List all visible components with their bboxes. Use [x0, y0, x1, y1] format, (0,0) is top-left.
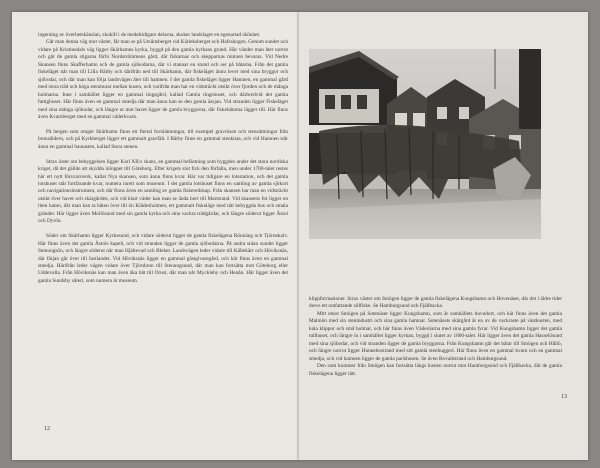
left-text-column	[38, 32, 288, 285]
paragraph: klippformationer. Strax väster om Smögen ligger de gamla fiskelägena Kungshamn och Hovenäset, där det i äldre tider drevs ett omfattande sillfiske. Se Hamburgsund och Fjällbacka.	[309, 296, 562, 310]
right-page	[299, 12, 588, 460]
paragraph: Den som kommer från Smögen kan fortsätta längs kusten norrut mot Hamburgsund och Fjällbacka, där de gamla fiskelägena ligger tätt.	[309, 363, 562, 377]
paragraph: Mitt emot Smögen på Sotenäset ligger Kungshamn, som är samhällets huvudort, och här finns även det gamla Malmön med sin stenindustri och sina gamla hamnar. Sotenäsets skärgård är en av de vackraste på västkusten, med kala klippor och små holmar, och här finns även Väderöarna med sina gamla fyrar. Vid Kungshamn ligger det gamla tullhuset, och längre in i samhället ligger kyrkan, byggd i slutet av 1800-talet. Här ligger även det gamla Hasselösund med sina sjöbodar, och vid stranden ligger de gamla bryggorna. Från Kungshamn går det båtar till Smögen och Hållö, och längre norrut ligger Hunnebostrand med sitt gamla stenhuggeri. Här finns även en gammal kvarn och en gammal smedja, och vid hamnen ligger de gamla packhusen. Se även Bovallstrand och Hamburgsund.	[309, 310, 562, 362]
paragraph: Söder om Skärhamn ligger Kyrkesund, och vidare söderut ligger de gamla fiskelägena Rönnäng och Tjörnekalv. Här finns även det gamla Åstols kapell, och vid stranden ligger de gamla sjöbodarna. På andra sidan sundet ligger Stenungsön, och längre söderut når man Hjältevad och Bleket. Landsvägen leder vidare till Kållekärr och Höviksnäs, där färjan går över till fastlandet. Vid Höviksnäs ligger en gammal gästgivaregård, och här finns även en gammal smedja. Härifrån leder vägen vidare över Tjörnbron till Stenungsund, där man kan fortsätta mot Göteborg eller Uddevalla. Från Höviksnäs kan man även åka båt till Orust, där man når Myckleby och Henån. Här ligger även det gamla Sundsby säteri, som numera är museum.	[38, 233, 288, 284]
paragraph: Går man denna väg mot väster, får man se på Utsiktsberget vid Kärleksberget och Hafsskogen. Genom sundet och vidare på Kristinedals väg ligger Skärhamns kyrka, byggd på den gamla kyrkans grund. Här vänder man åter norrut och går de gamla stigarna förbi Nordströmmens gård, där fiskarnas och skepparnas minnen bevaras. Vid Nedre Skansen finns Skafferhamn och de gamla sjöbodarna, där vi stannar en stund och ser på båtarna. Från det gamla fiskeläget når man till Lilla Bärby och därifrån ned till Skärhamn, där fiskeläget ännu lever med sina bryggor och sjöbodar, och där man kan följa landsvägen åter till hamnen. I det gamla fiskeläget ligger Hamnen, en gammal gård med stora träd och höga stenmurar mellan husen, och varifrån man har en vidsträckt utsikt över fjorden och de många holmarna. Inne i samhället ligger en gammal tingsgård, kallad Gamla tingshuset, och därbredvid det gamla fattighuset. Här finns även en gammal smedja där man ännu kan se den gamla ässjan. Vid stranden ligger Fiskeläget med sina många sjöbodar, och längre ut mot havet ligger de gamla bryggorna, där fiskebåtarna lägger till. Här finns även Kvarnberget med en gammal väderkvarn.	[38, 39, 288, 120]
right-text-column	[309, 296, 562, 378]
paragraph: På bergen som omger Skärhamn finns ett flertal fornlämningar, till exempel gravrösen och stensättningar från bronsåldern, och på Kyrkberget ligger ett gammalt gravfält. I Bärby finns en gammal stenkista, och vid Hamnen står ännu en gammal bautasten, kallad Stora stenen.	[38, 128, 288, 150]
paragraph: Strax öster om bebyggelsen ligger Karl XII:s skans, en gammal befästning som byggdes under det stora nordiska kriget, då det gällde att skydda inloppet till Göteborg. Efter krigets slut fick den förfalla, men under 1700-talet restes här ett nytt försvarsverk, kallat Nya skansen, som ännu finns kvar. Här var tidigare en lotsstation, och det gamla lotshuset står fortfarande kvar, numera inrett som museum. I det gamla lotshuset finns en samling av gamla sjökort och navigationsinstrument, och där finns även en samling av gamla fiskeredskap. Från skansen har man en vidsträckt utsikt över havet och skärgården, och vid klart väder kan man se ända bort till Marstrand. Vid skansens fot ligger en liten hamn, där man kan ta båten över till ön Klädesholmen, ett gammalt fiskeläge med tätt bebyggda hus och smala gränder. Här ligger även Mollösund med sin gamla kyrka och sina vackra trädgårdar, och längre söderut ligger Åstol och Dyrön.	[38, 158, 288, 225]
page-number-left: 12	[44, 426, 50, 432]
left-page	[12, 12, 300, 460]
page-number-right: 13	[561, 394, 567, 400]
nets-and-houses-photo	[309, 49, 541, 239]
paragraph: ingenting av överhetskänslan, skokill i de medeltidigare delarna, skoker landslaget en egenartad skönhet.	[38, 32, 261, 38]
